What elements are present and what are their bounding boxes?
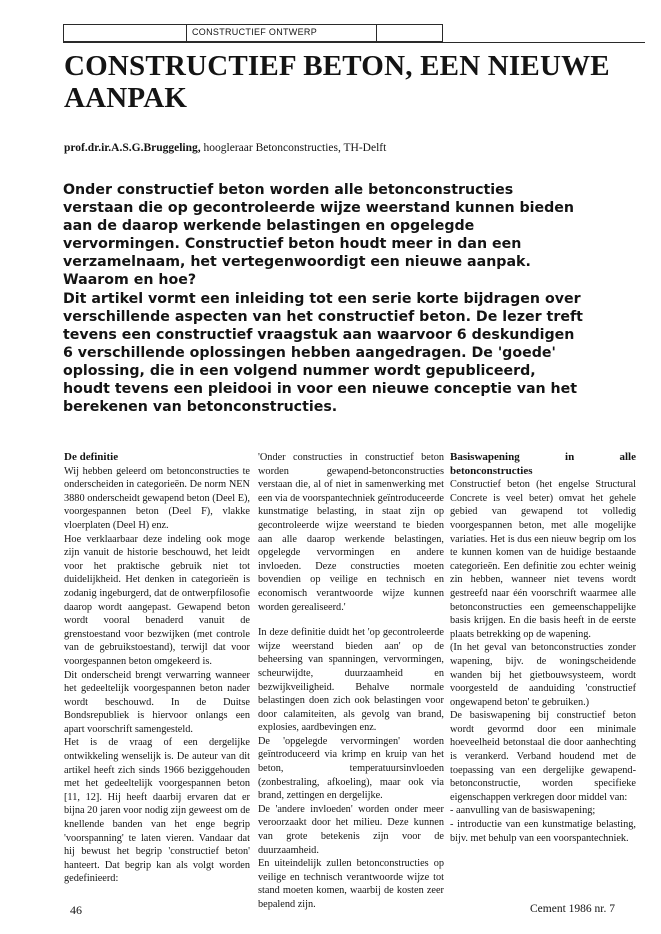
section-header-bar [63,24,443,42]
lead-intro [63,181,583,416]
col3-paragraph-2: (In het geval van betonconstructies zonder wapening, bijv. de woningscheidende wanden bij het gietbouwsysteem, wordt voorgesteld de aanduiding 'constructief ongewapend beton' te gebruiken.) [450,642,636,708]
section-heading-definitie: De definitie [64,451,119,463]
article-title: CONSTRUCTIEF BETON, EEN NIEUWE AANPAK [64,50,610,114]
page-number: 46 [70,903,82,917]
column-2 [258,451,444,912]
journal-issue: Cement 1986 nr. 7 [530,903,615,915]
col3-paragraph-1: Constructief beton (het engelse Structural Concrete is veel beter) omvat het gehele gebied van gewapend tot volledig voorgespannen beton, met alle mogelijke variaties. Het is dus een nieuw begrip om los te kunnen komen van de huidige bestaande categorieën. Een definitie zou echter weinig zin hebben, wanneer niet tevens wordt gestreefd naar één voorschrift waarmee alle betonconstructies een gemeenschappelijke basis krijgen. En die basis heeft in de eerste plaats betrekking op de wapening. [450,479,636,640]
col2-paragraph-1: 'Onder constructies in constructief beton worden gewapend-betonconstructies verstaan die, al of niet in samenwerking met een via de voorspantechniek geïntroduceerde kunstmatige belasting, in staat zijn op gecontroleerde wijze weerstand te bieden aan alle daarop werkende belastingen, opgelegde vervormingen en andere invloeden. Deze constructies moeten bovendien op veilige en technisch en economisch verantwoorde wijze kunnen worden gerealiseerd.' [258,452,444,613]
header-rule [63,42,645,43]
col2-paragraph-4: De 'andere invloeden' worden onder meer veroorzaakt door het milieu. Deze kunnen van grote betekenis zijn voor de duurzaamheid. [258,803,444,856]
header-cell-left [64,25,187,41]
author-role: hoogleraar Betonconstructies, TH-Delft [203,142,387,154]
col2-paragraph-2: In deze definitie duidt het 'op gecontroleerde wijze weerstand bieden aan' op de beheersing van spanningen, vervormingen, scheurwijdte, duurzaamheid en bezwijkveiligheid. Behalve normale belastingen doen zich ook belastingen voor door calamiteiten, als gevolg van brand, explosies, aardbevingen enz. [258,627,444,734]
col1-paragraph-4: Het is de vraag of een dergelijke ontwikkeling wenselijk is. De auteur van dit artikel heeft zich sinds 1966 beziggehouden met het gedeeltelijk voorgespannen beton [11, 12]. Hij heeft daarbij ervaren dat er bijna 20 jaren voor nodig zijn geweest om de knellende banden van het enge begrip 'voorspanning' te laten vieren. Vandaar dat hij bewust het begrip 'constructief beton' hanteert. Dat begrip kan als volgt worden gedefinieerd: [64,737,250,885]
author-name: prof.dr.ir.A.S.G.Bruggeling, [64,142,201,154]
col1-paragraph-1: Wij hebben geleerd om betonconstructies te onderscheiden in categorieën. De norm NEN 3880 onderscheidt gewapend beton (Deel E), voorgespannen beton (Deel F), vlakke vloerplaten (Deel H) enz. [64,465,250,531]
col1-paragraph-3: Dit onderscheid brengt verwarring wanneer het gedeeltelijk voorgespannen beton nader wordt beschouwd. In de Duitse Bondsrepubliek is hiervoor onlangs een apart voorschrift samengesteld. [64,669,250,735]
col3-list-item-1: - aanvulling van de basiswapening; [450,805,596,817]
col1-paragraph-2: Hoe verklaarbaar deze indeling ook moge zijn vanuit de historie beschouwd, het leidt voor het praktische gebruik niet tot duidelijkheid. Het denken in categorieën is zodanig ingeburgerd, dat de ontwerpfilosofie daarop wordt aangepast. Gewapend beton wordt vooral benaderd vanuit de grenstoestand voor bezwijken (met controle van de gebruikstoestand), terwijl dat voor voorgespannen beton omgekeerd is. [64,533,250,667]
lead-paragraph-1: Onder constructief beton worden alle betonconstructies verstaan die op gecontroleerde wijze weerstand kunnen bieden aan de daarop werkende belastingen en opgelegde vervormingen. Constructief beton houdt meer in dan een verzamelnaam, het vertegenwoordigt een nieuwe aanpak. Waarom en hoe? [63,182,574,289]
column-3 [450,451,636,845]
col3-list-item-2: - introductie van een kunstmatige belasting, bijv. met behulp van een voorspantechniek. [450,819,636,844]
col2-paragraph-3: De 'opgelegde vervormingen' worden geïntroduceerd via krimp en kruip van het beton, temperatuursinvloeden (zonbestraling, afkoeling), maar ook via brand, zettingen en dergelijke. [258,735,444,802]
section-label: CONSTRUCTIEF ONTWERP [192,27,317,37]
col2-paragraph-5: En uiteindelijk zullen betonconstructies op veilige en technisch verantwoorde wijze tot stand moeten komen, waarbij de kosten zeer bepalend zijn. [258,858,444,910]
author-line [64,142,624,154]
column-1 [64,451,250,886]
lead-paragraph-2: Dit artikel vormt een inleiding tot een serie korte bijdragen over verschillende aspecten van het constructief beton. De lezer treft tevens een constructief vraagstuk aan waarvoor 6 deskundigen 6 verschillende oplossingen hebben aangedragen. De 'goede' oplossing, die in een volgend nummer wordt gepubliceerd, houdt tevens een pleidooi in voor een nieuwe conceptie van het berekenen van betonconstructies. [63,290,583,416]
col3-paragraph-3: De basiswapening bij constructief beton wordt gevormd door een minimale hoeveelheid betonstaal die door aanhechting is verankerd. Verband houdend met de toepassing van een dergelijke gewapend-betonconstructie, worden specifieke eigenschappen verkregen door middel van: [450,710,636,803]
section-heading-basiswapening: Basiswapening in alle betonconstructies [450,451,636,477]
